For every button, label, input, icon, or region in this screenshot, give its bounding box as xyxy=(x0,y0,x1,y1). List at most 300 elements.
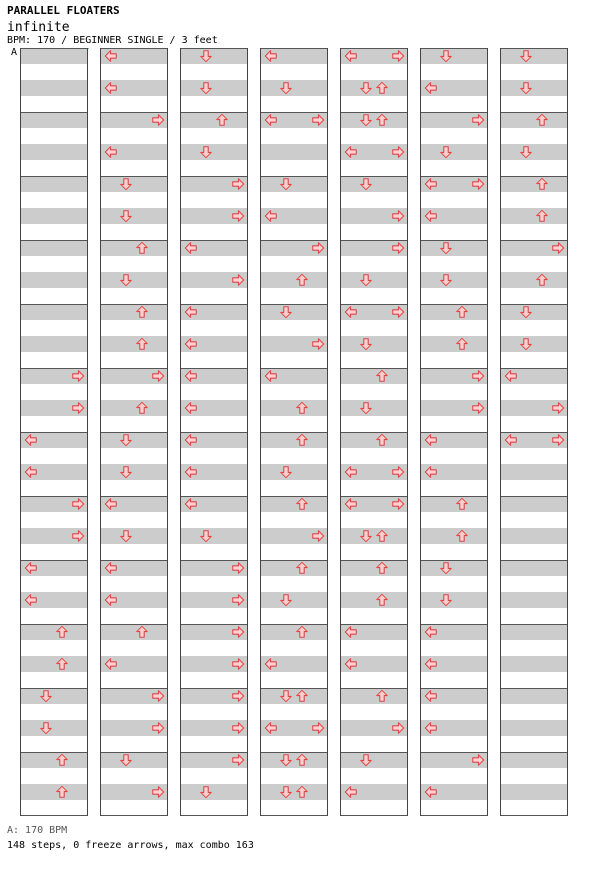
left-arrow-icon xyxy=(104,49,118,63)
beat-band xyxy=(501,176,567,192)
right-arrow-icon xyxy=(471,401,485,415)
up-arrow-icon xyxy=(215,113,229,127)
measure-line xyxy=(501,176,567,177)
beat-band xyxy=(501,272,567,288)
down-arrow-icon xyxy=(519,145,533,159)
right-arrow-icon xyxy=(231,273,245,287)
beat-band xyxy=(421,240,487,256)
down-arrow-icon xyxy=(439,273,453,287)
up-arrow-icon xyxy=(55,785,69,799)
left-arrow-icon xyxy=(424,465,438,479)
right-arrow-icon xyxy=(231,209,245,223)
beat-band xyxy=(341,176,407,192)
chart-column xyxy=(180,48,248,816)
left-arrow-icon xyxy=(24,465,38,479)
right-arrow-icon xyxy=(151,721,165,735)
left-arrow-icon xyxy=(504,369,518,383)
beat-band xyxy=(101,400,167,416)
left-arrow-icon xyxy=(184,433,198,447)
left-arrow-icon xyxy=(344,49,358,63)
beat-band xyxy=(21,80,87,96)
beat-band xyxy=(101,304,167,320)
up-arrow-icon xyxy=(135,305,149,319)
left-arrow-icon xyxy=(104,657,118,671)
beat-band xyxy=(261,752,327,768)
right-arrow-icon xyxy=(311,241,325,255)
measure-line xyxy=(261,560,327,561)
left-arrow-icon xyxy=(264,113,278,127)
measure-line xyxy=(501,815,567,816)
up-arrow-icon xyxy=(295,401,309,415)
left-arrow-icon xyxy=(424,721,438,735)
measure-line xyxy=(261,688,327,689)
right-arrow-icon xyxy=(71,401,85,415)
left-arrow-icon xyxy=(504,433,518,447)
down-arrow-icon xyxy=(279,689,293,703)
down-arrow-icon xyxy=(199,145,213,159)
beat-band xyxy=(21,784,87,800)
left-arrow-icon xyxy=(264,369,278,383)
down-arrow-icon xyxy=(519,81,533,95)
up-arrow-icon xyxy=(135,241,149,255)
right-arrow-icon xyxy=(231,177,245,191)
beat-band xyxy=(501,656,567,672)
beat-band xyxy=(501,336,567,352)
down-arrow-icon xyxy=(359,177,373,191)
beat-band xyxy=(181,784,247,800)
beat-band xyxy=(261,432,327,448)
up-arrow-icon xyxy=(295,433,309,447)
down-arrow-icon xyxy=(119,465,133,479)
down-arrow-icon xyxy=(519,337,533,351)
beat-band xyxy=(501,304,567,320)
right-arrow-icon xyxy=(391,49,405,63)
up-arrow-icon xyxy=(375,689,389,703)
left-arrow-icon xyxy=(104,497,118,511)
right-arrow-icon xyxy=(231,561,245,575)
bpm-legend: A: 170 BPM xyxy=(7,825,68,836)
measure-line xyxy=(501,688,567,689)
beat-band xyxy=(261,176,327,192)
beat-band xyxy=(261,304,327,320)
left-arrow-icon xyxy=(184,369,198,383)
down-arrow-icon xyxy=(279,593,293,607)
beat-band xyxy=(261,624,327,640)
right-arrow-icon xyxy=(231,753,245,767)
up-arrow-icon xyxy=(295,689,309,703)
beat-band xyxy=(101,336,167,352)
measure-line xyxy=(501,304,567,305)
chart-column xyxy=(20,48,88,816)
left-arrow-icon xyxy=(264,657,278,671)
beat-band xyxy=(501,688,567,704)
beat-band xyxy=(261,496,327,512)
beat-band xyxy=(261,560,327,576)
measure-line xyxy=(501,48,567,49)
beat-band xyxy=(501,208,567,224)
left-arrow-icon xyxy=(184,401,198,415)
beat-band xyxy=(261,688,327,704)
measure-line xyxy=(421,240,487,241)
down-arrow-icon xyxy=(279,305,293,319)
beat-band xyxy=(21,272,87,288)
beat-band xyxy=(421,144,487,160)
chart-column xyxy=(340,48,408,816)
beat-band xyxy=(101,208,167,224)
beat-band xyxy=(21,144,87,160)
up-arrow-icon xyxy=(295,785,309,799)
up-arrow-icon xyxy=(55,753,69,767)
down-arrow-icon xyxy=(439,241,453,255)
up-arrow-icon xyxy=(295,273,309,287)
beat-band xyxy=(341,336,407,352)
beat-band xyxy=(341,560,407,576)
beat-band xyxy=(101,432,167,448)
beat-band xyxy=(101,176,167,192)
right-arrow-icon xyxy=(231,657,245,671)
up-arrow-icon xyxy=(295,625,309,639)
beat-band xyxy=(261,144,327,160)
right-arrow-icon xyxy=(391,465,405,479)
down-arrow-icon xyxy=(439,49,453,63)
beat-band xyxy=(501,592,567,608)
right-arrow-icon xyxy=(391,721,405,735)
left-arrow-icon xyxy=(424,657,438,671)
right-arrow-icon xyxy=(311,721,325,735)
measure-line xyxy=(421,496,487,497)
beat-band xyxy=(21,176,87,192)
down-arrow-icon xyxy=(199,49,213,63)
up-arrow-icon xyxy=(375,81,389,95)
right-arrow-icon xyxy=(391,497,405,511)
measure-line xyxy=(21,815,87,816)
beat-band xyxy=(181,144,247,160)
beat-band xyxy=(341,592,407,608)
up-arrow-icon xyxy=(55,625,69,639)
up-arrow-icon xyxy=(375,593,389,607)
down-arrow-icon xyxy=(39,689,53,703)
beat-band xyxy=(101,464,167,480)
measure-line xyxy=(181,112,247,113)
beat-band xyxy=(501,464,567,480)
left-arrow-icon xyxy=(424,81,438,95)
chart-info: BPM: 170 / BEGINNER SINGLE / 3 feet xyxy=(7,35,218,46)
beat-band xyxy=(421,304,487,320)
beat-band xyxy=(341,528,407,544)
beat-band xyxy=(421,592,487,608)
up-arrow-icon xyxy=(375,561,389,575)
right-arrow-icon xyxy=(471,753,485,767)
up-arrow-icon xyxy=(455,497,469,511)
left-arrow-icon xyxy=(184,465,198,479)
beat-band xyxy=(421,272,487,288)
beat-band xyxy=(341,688,407,704)
beat-band xyxy=(21,112,87,128)
right-arrow-icon xyxy=(231,689,245,703)
right-arrow-icon xyxy=(471,113,485,127)
down-arrow-icon xyxy=(439,561,453,575)
left-arrow-icon xyxy=(104,593,118,607)
measure-line xyxy=(21,112,87,113)
measure-line xyxy=(21,688,87,689)
right-arrow-icon xyxy=(551,241,565,255)
down-arrow-icon xyxy=(119,209,133,223)
up-arrow-icon xyxy=(455,529,469,543)
measure-line xyxy=(421,560,487,561)
beat-band xyxy=(261,272,327,288)
left-arrow-icon xyxy=(424,785,438,799)
down-arrow-icon xyxy=(119,433,133,447)
down-arrow-icon xyxy=(359,401,373,415)
right-arrow-icon xyxy=(391,241,405,255)
left-arrow-icon xyxy=(424,177,438,191)
beat-band xyxy=(501,112,567,128)
left-arrow-icon xyxy=(184,305,198,319)
up-arrow-icon xyxy=(375,433,389,447)
down-arrow-icon xyxy=(279,465,293,479)
measure-line xyxy=(261,432,327,433)
left-arrow-icon xyxy=(184,241,198,255)
up-arrow-icon xyxy=(375,529,389,543)
measure-line xyxy=(341,112,407,113)
measure-line xyxy=(21,240,87,241)
up-arrow-icon xyxy=(535,209,549,223)
beat-band xyxy=(21,336,87,352)
beat-band xyxy=(341,752,407,768)
up-arrow-icon xyxy=(135,401,149,415)
up-arrow-icon xyxy=(295,753,309,767)
beat-band xyxy=(21,624,87,640)
up-arrow-icon xyxy=(55,657,69,671)
measure-line xyxy=(101,176,167,177)
beat-band xyxy=(501,496,567,512)
measure-line xyxy=(341,176,407,177)
down-arrow-icon xyxy=(199,785,213,799)
measure-line xyxy=(21,176,87,177)
down-arrow-icon xyxy=(279,753,293,767)
right-arrow-icon xyxy=(231,593,245,607)
up-arrow-icon xyxy=(375,369,389,383)
down-arrow-icon xyxy=(519,49,533,63)
beat-band xyxy=(261,784,327,800)
right-arrow-icon xyxy=(231,625,245,639)
left-arrow-icon xyxy=(24,433,38,447)
left-arrow-icon xyxy=(424,433,438,447)
down-arrow-icon xyxy=(359,529,373,543)
measure-line xyxy=(261,496,327,497)
right-arrow-icon xyxy=(471,177,485,191)
measure-line xyxy=(21,304,87,305)
measure-line xyxy=(181,815,247,816)
beat-band xyxy=(501,784,567,800)
measure-line xyxy=(421,304,487,305)
left-arrow-icon xyxy=(344,497,358,511)
down-arrow-icon xyxy=(119,273,133,287)
beat-band xyxy=(421,528,487,544)
right-arrow-icon xyxy=(71,369,85,383)
down-arrow-icon xyxy=(279,81,293,95)
beat-band xyxy=(101,528,167,544)
right-arrow-icon xyxy=(471,369,485,383)
down-arrow-icon xyxy=(119,177,133,191)
beat-band xyxy=(501,560,567,576)
beat-band xyxy=(101,624,167,640)
left-arrow-icon xyxy=(344,465,358,479)
left-arrow-icon xyxy=(24,593,38,607)
beat-band xyxy=(501,48,567,64)
down-arrow-icon xyxy=(439,145,453,159)
bpm-marker: A xyxy=(11,47,18,58)
measure-line xyxy=(421,48,487,49)
down-arrow-icon xyxy=(359,753,373,767)
beat-band xyxy=(261,592,327,608)
measure-line xyxy=(501,112,567,113)
beat-band xyxy=(501,528,567,544)
left-arrow-icon xyxy=(104,561,118,575)
down-arrow-icon xyxy=(119,529,133,543)
measure-line xyxy=(261,176,327,177)
left-arrow-icon xyxy=(344,625,358,639)
chart-column xyxy=(420,48,488,816)
up-arrow-icon xyxy=(375,113,389,127)
measure-line xyxy=(341,688,407,689)
left-arrow-icon xyxy=(424,625,438,639)
beat-band xyxy=(421,496,487,512)
measure-line xyxy=(101,240,167,241)
down-arrow-icon xyxy=(279,785,293,799)
beat-band xyxy=(21,240,87,256)
measure-line xyxy=(501,496,567,497)
right-arrow-icon xyxy=(151,689,165,703)
beat-band xyxy=(421,336,487,352)
measure-line xyxy=(501,624,567,625)
right-arrow-icon xyxy=(551,433,565,447)
beat-band xyxy=(261,80,327,96)
beat-band xyxy=(501,80,567,96)
beat-band xyxy=(21,208,87,224)
beat-band xyxy=(101,240,167,256)
beat-band xyxy=(181,528,247,544)
down-arrow-icon xyxy=(199,81,213,95)
beat-band xyxy=(21,304,87,320)
beat-band xyxy=(181,112,247,128)
beat-band xyxy=(501,624,567,640)
up-arrow-icon xyxy=(535,113,549,127)
measure-line xyxy=(501,560,567,561)
beat-band xyxy=(341,80,407,96)
down-arrow-icon xyxy=(519,305,533,319)
chart-column xyxy=(500,48,568,816)
up-arrow-icon xyxy=(295,497,309,511)
measure-line xyxy=(101,304,167,305)
chart-column xyxy=(100,48,168,816)
down-arrow-icon xyxy=(119,753,133,767)
beat-band xyxy=(261,400,327,416)
beat-band xyxy=(261,464,327,480)
left-arrow-icon xyxy=(344,145,358,159)
down-arrow-icon xyxy=(359,113,373,127)
left-arrow-icon xyxy=(264,721,278,735)
left-arrow-icon xyxy=(344,657,358,671)
measure-line xyxy=(341,432,407,433)
right-arrow-icon xyxy=(151,113,165,127)
right-arrow-icon xyxy=(391,305,405,319)
measure-line xyxy=(261,624,327,625)
beat-band xyxy=(341,432,407,448)
beat-band xyxy=(181,80,247,96)
beat-band xyxy=(341,368,407,384)
right-arrow-icon xyxy=(391,209,405,223)
up-arrow-icon xyxy=(295,561,309,575)
measure-line xyxy=(101,815,167,816)
right-arrow-icon xyxy=(231,721,245,735)
left-arrow-icon xyxy=(104,81,118,95)
right-arrow-icon xyxy=(151,369,165,383)
right-arrow-icon xyxy=(151,785,165,799)
left-arrow-icon xyxy=(24,561,38,575)
step-stats: 148 steps, 0 freeze arrows, max combo 163 xyxy=(7,840,254,851)
down-arrow-icon xyxy=(279,177,293,191)
beat-band xyxy=(101,752,167,768)
left-arrow-icon xyxy=(184,337,198,351)
measure-line xyxy=(101,432,167,433)
down-arrow-icon xyxy=(359,81,373,95)
left-arrow-icon xyxy=(184,497,198,511)
left-arrow-icon xyxy=(344,305,358,319)
up-arrow-icon xyxy=(135,625,149,639)
right-arrow-icon xyxy=(311,113,325,127)
measure-line xyxy=(21,752,87,753)
left-arrow-icon xyxy=(424,689,438,703)
measure-line xyxy=(341,752,407,753)
beat-band xyxy=(501,752,567,768)
right-arrow-icon xyxy=(71,529,85,543)
beat-band xyxy=(21,688,87,704)
measure-line xyxy=(21,624,87,625)
chart-column xyxy=(260,48,328,816)
measure-line xyxy=(101,624,167,625)
song-title: PARALLEL FLOATERS xyxy=(7,4,120,17)
measure-line xyxy=(501,752,567,753)
left-arrow-icon xyxy=(104,145,118,159)
beat-band xyxy=(341,400,407,416)
measure-line xyxy=(341,368,407,369)
up-arrow-icon xyxy=(455,305,469,319)
measure-line xyxy=(261,304,327,305)
up-arrow-icon xyxy=(455,337,469,351)
measure-line xyxy=(421,815,487,816)
up-arrow-icon xyxy=(535,177,549,191)
measure-line xyxy=(341,815,407,816)
down-arrow-icon xyxy=(39,721,53,735)
song-subtitle: infinite xyxy=(7,20,70,35)
right-arrow-icon xyxy=(71,497,85,511)
beat-band xyxy=(421,560,487,576)
measure-line xyxy=(101,752,167,753)
left-arrow-icon xyxy=(344,785,358,799)
up-arrow-icon xyxy=(535,273,549,287)
measure-line xyxy=(21,48,87,49)
beat-band xyxy=(21,656,87,672)
beat-band xyxy=(21,720,87,736)
measure-line xyxy=(261,752,327,753)
measure-line xyxy=(341,560,407,561)
down-arrow-icon xyxy=(439,593,453,607)
beat-band xyxy=(101,272,167,288)
beat-band xyxy=(181,48,247,64)
right-arrow-icon xyxy=(391,145,405,159)
beat-band xyxy=(21,752,87,768)
